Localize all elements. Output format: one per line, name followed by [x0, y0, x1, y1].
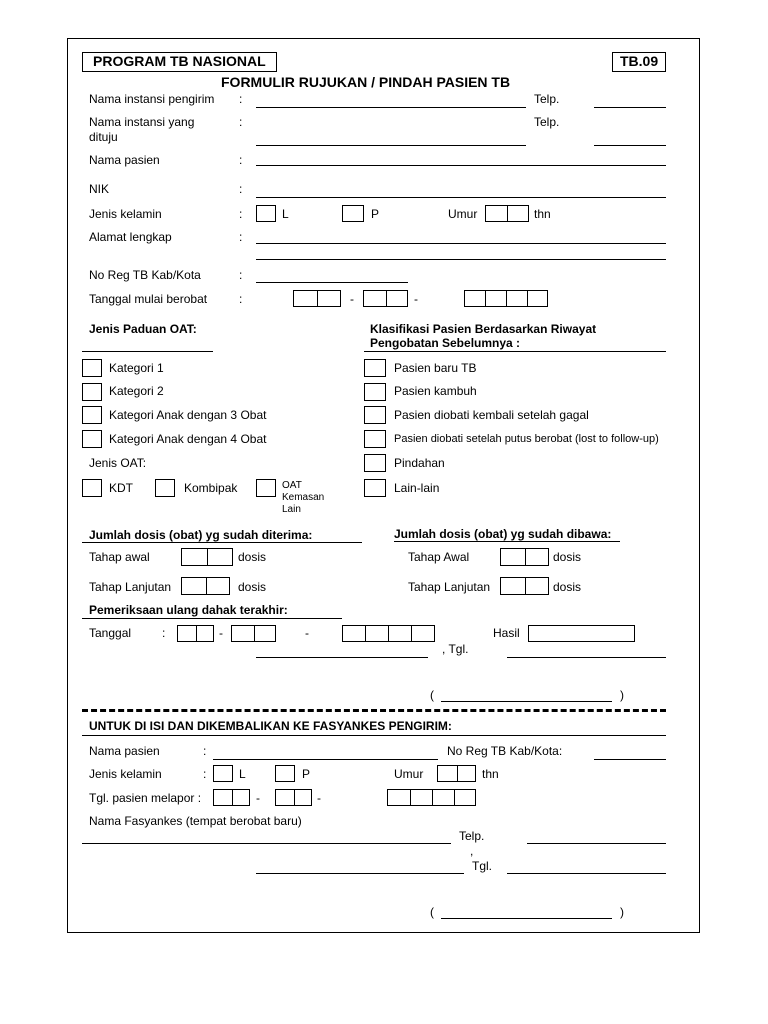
label-dosis: dosis	[553, 550, 582, 564]
field-tahap-awal-right[interactable]	[500, 548, 549, 566]
label-tanggal-mulai: Tanggal mulai berobat	[89, 292, 208, 306]
checkbox-pindahan[interactable]	[364, 454, 386, 472]
label-kategori1: Kategori 1	[109, 361, 164, 375]
dosis-diterima-underline	[82, 542, 362, 543]
checkbox-perempuan[interactable]	[342, 205, 364, 222]
colon: :	[162, 626, 166, 640]
checkbox-putus[interactable]	[364, 430, 386, 448]
field-return-umur[interactable]	[437, 765, 476, 782]
date-dash: -	[317, 791, 321, 805]
label-tahap-lanjutan-left: Tahap Lanjutan	[89, 580, 172, 594]
date-dash: -	[256, 791, 260, 805]
field-instansi-dituju[interactable]	[256, 145, 526, 146]
label-no-reg: No Reg TB Kab/Kota	[89, 268, 201, 282]
label-return-umur: Umur	[394, 767, 424, 781]
label-tgl-melapor: Tgl. pasien melapor :	[89, 791, 202, 805]
field-signature-name[interactable]	[441, 701, 612, 702]
field-return-tgl[interactable]	[507, 873, 666, 874]
checkbox-return-laki[interactable]	[213, 765, 233, 782]
field-tgl[interactable]	[507, 657, 666, 658]
label-p: P	[371, 207, 380, 221]
field-alamat-1[interactable]	[256, 243, 666, 244]
checkbox-kdt[interactable]	[82, 479, 102, 497]
colon: :	[203, 767, 207, 781]
label-anak3: Kategori Anak dengan 3 Obat	[109, 408, 267, 422]
label-tanggal: Tanggal	[89, 626, 132, 640]
field-melapor-year[interactable]	[387, 789, 476, 806]
colon: :	[239, 207, 243, 221]
label-tahap-awal-left: Tahap awal	[89, 550, 150, 564]
field-nik[interactable]	[256, 197, 666, 198]
field-return-telp[interactable]	[527, 843, 666, 844]
field-return-noreg[interactable]	[594, 759, 666, 760]
field-alamat-2[interactable]	[256, 259, 666, 260]
field-tahap-awal-left[interactable]	[181, 548, 233, 566]
colon: :	[239, 115, 243, 129]
label-return-thn: thn	[482, 767, 499, 781]
klasifikasi-heading-2: Pengobatan Sebelumnya :	[370, 336, 521, 350]
label-nama-pasien: Nama pasien	[89, 153, 160, 167]
label-kdt: KDT	[109, 481, 133, 495]
field-tanggal-year[interactable]	[464, 290, 548, 307]
field-dahak-month[interactable]	[231, 625, 276, 642]
checkbox-pasien-baru[interactable]	[364, 359, 386, 377]
colon: :	[239, 182, 243, 196]
label-nik: NIK	[89, 182, 110, 196]
label-l: L	[282, 207, 289, 221]
field-dahak-year[interactable]	[342, 625, 435, 642]
checkbox-lain[interactable]	[364, 479, 386, 497]
colon: :	[239, 92, 243, 106]
checkbox-kombipak[interactable]	[155, 479, 175, 497]
colon: :	[239, 153, 243, 167]
label-return-noreg: No Reg TB Kab/Kota:	[447, 744, 563, 758]
field-return-place[interactable]	[256, 873, 464, 874]
label-return-jk: Jenis kelamin	[89, 767, 162, 781]
date-dash: -	[350, 292, 354, 306]
label-kemasan-2: Kemasan	[282, 492, 325, 503]
label-kambuh: Pasien kambuh	[394, 384, 477, 398]
form-code: TB.09	[620, 53, 659, 69]
field-telp-1[interactable]	[594, 107, 666, 108]
field-nama-pasien[interactable]	[256, 165, 666, 166]
label-dosis: dosis	[238, 580, 267, 594]
label-kemasan-1: OAT	[282, 480, 302, 491]
field-melapor-month[interactable]	[275, 789, 312, 806]
dosis-dibawa-underline	[394, 541, 620, 542]
label-pasien-baru: Pasien baru TB	[394, 361, 477, 375]
program-label: PROGRAM TB NASIONAL	[93, 53, 266, 69]
colon: :	[239, 292, 243, 306]
return-heading: UNTUK DI ISI DAN DIKEMBALIKAN KE FASYANKES PENGIRIM:	[89, 719, 452, 733]
klasifikasi-heading-1: Klasifikasi Pasien Berdasarkan Riwayat	[370, 322, 597, 336]
field-no-reg[interactable]	[256, 282, 408, 283]
dahak-heading: Pemeriksaan ulang dahak terakhir:	[89, 603, 288, 617]
oat-heading: Jenis Paduan OAT:	[89, 322, 197, 336]
field-tanggal-day[interactable]	[293, 290, 341, 307]
label-return-l: L	[239, 767, 246, 781]
label-instansi-dituju-2: dituju	[89, 130, 118, 144]
label-kategori2: Kategori 2	[109, 384, 164, 398]
oat-heading-underline	[82, 351, 213, 352]
label-lain: Lain-lain	[394, 481, 440, 495]
field-return-nama[interactable]	[213, 759, 438, 760]
field-instansi-pengirim[interactable]	[256, 107, 526, 108]
checkbox-laki[interactable]	[256, 205, 276, 222]
label-dosis: dosis	[553, 580, 582, 594]
label-kemasan-3: Lain	[282, 504, 301, 515]
field-signature-place[interactable]	[256, 657, 428, 658]
checkbox-kategori1[interactable]	[82, 359, 102, 377]
label-gagal: Pasien diobati kembali setelah gagal	[394, 408, 589, 422]
checkbox-kemasan-lain[interactable]	[256, 479, 276, 497]
field-telp-2[interactable]	[594, 145, 666, 146]
field-melapor-day[interactable]	[213, 789, 250, 806]
field-dahak-day[interactable]	[177, 625, 214, 642]
colon: :	[203, 744, 207, 758]
form-title: FORMULIR RUJUKAN / PINDAH PASIEN TB	[221, 74, 511, 90]
label-umur: Umur	[448, 207, 478, 221]
checkbox-anak4[interactable]	[82, 430, 102, 448]
label-instansi-dituju: Nama instansi yang	[89, 115, 195, 129]
label-anak4: Kategori Anak dengan 4 Obat	[109, 432, 267, 446]
paren-open: (	[430, 905, 434, 919]
checkbox-kategori2[interactable]	[82, 383, 102, 401]
label-dosis: dosis	[238, 550, 267, 564]
label-fasyankes: Nama Fasyankes (tempat berobat baru)	[89, 814, 302, 828]
klasifikasi-underline	[364, 351, 666, 352]
label-instansi-pengirim: Nama instansi pengirim	[89, 92, 215, 106]
label-kombipak: Kombipak	[184, 481, 238, 495]
cut-line	[82, 709, 666, 712]
colon: :	[239, 230, 243, 244]
paren-close: )	[620, 905, 624, 919]
paren-close: )	[620, 688, 624, 702]
field-hasil[interactable]	[528, 625, 635, 642]
label-return-tgl: Tgl.	[472, 859, 493, 873]
field-tanggal-month[interactable]	[363, 290, 408, 307]
label-tahap-lanjutan-right: Tahap Lanjutan	[408, 580, 491, 594]
date-dash: -	[219, 626, 223, 640]
label-pindahan: Pindahan	[394, 456, 445, 470]
label-hasil: Hasil	[493, 626, 520, 640]
field-umur[interactable]	[485, 205, 529, 222]
label-tahap-awal-right: Tahap Awal	[408, 550, 470, 564]
colon: :	[239, 268, 243, 282]
field-fasyankes[interactable]	[82, 843, 451, 844]
dahak-underline	[82, 618, 342, 619]
label-telp-1: Telp.	[534, 92, 560, 106]
checkbox-gagal[interactable]	[364, 406, 386, 424]
label-jenis-kelamin: Jenis kelamin	[89, 207, 162, 221]
field-return-signature[interactable]	[441, 918, 612, 919]
paren-open: (	[430, 688, 434, 702]
label-thn: thn	[534, 207, 551, 221]
date-dash: -	[305, 626, 309, 640]
dosis-dibawa-heading: Jumlah dosis (obat) yg sudah dibawa:	[394, 527, 612, 541]
label-return-p: P	[302, 767, 311, 781]
label-alamat: Alamat lengkap	[89, 230, 172, 244]
label-putus: Pasien diobati setelah putus berobat (lost to follow-up)	[394, 433, 659, 445]
comma: ,	[470, 844, 474, 858]
checkbox-kambuh[interactable]	[364, 383, 386, 401]
label-jenis-oat: Jenis OAT:	[89, 456, 147, 470]
checkbox-anak3[interactable]	[82, 406, 102, 424]
checkbox-return-perempuan[interactable]	[275, 765, 295, 782]
date-dash: -	[414, 292, 418, 306]
label-tgl: , Tgl.	[442, 642, 469, 656]
label-return-nama: Nama pasien	[89, 744, 160, 758]
dosis-diterima-heading: Jumlah dosis (obat) yg sudah diterima:	[89, 528, 313, 542]
return-heading-underline	[82, 735, 666, 736]
field-tahap-lanjutan-left[interactable]	[181, 577, 230, 595]
label-return-telp: Telp.	[459, 829, 485, 843]
field-tahap-lanjutan-right[interactable]	[500, 577, 549, 595]
label-telp-2: Telp.	[534, 115, 560, 129]
